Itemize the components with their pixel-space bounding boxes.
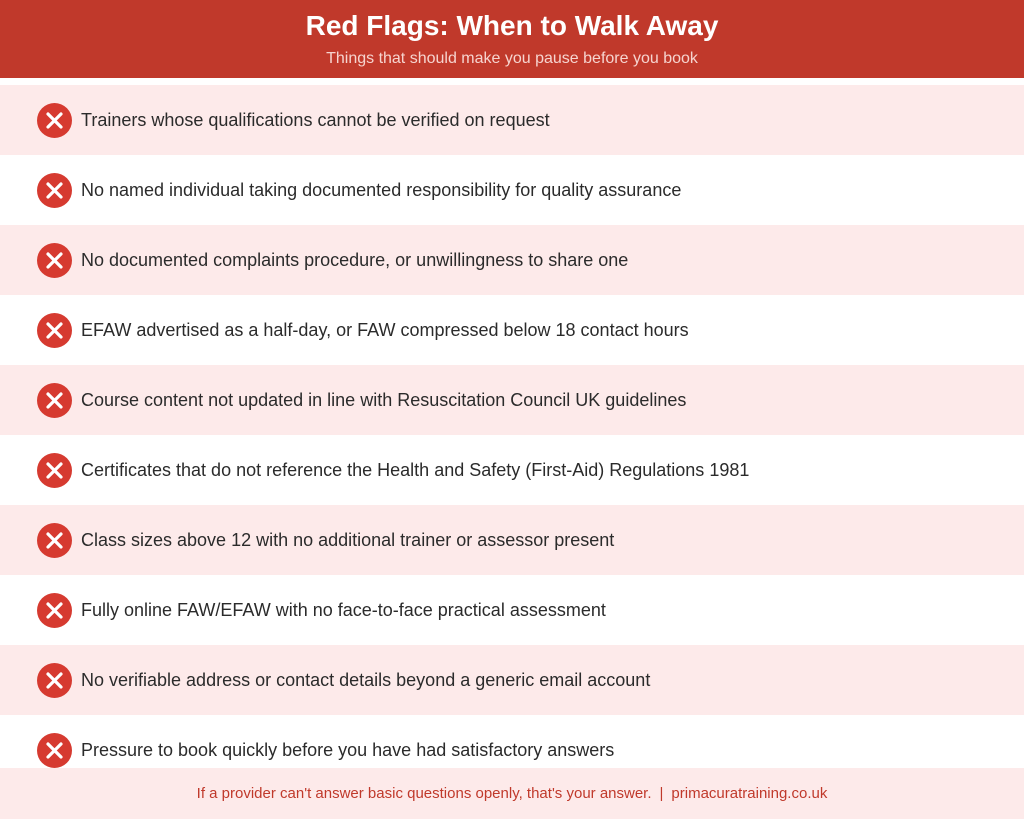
list-item (0, 295, 1024, 365)
x-circle-icon (37, 663, 72, 698)
red-flag-list (0, 85, 1024, 785)
footer-text (0, 785, 1024, 803)
list-item-label: Trainers whose qualifications cannot be verified on request (81, 110, 550, 130)
list-item (0, 435, 1024, 505)
x-circle-icon (37, 453, 72, 488)
list-item-label: Class sizes above 12 with no additional trainer or assessor present (81, 530, 615, 550)
footer-separator: | (659, 785, 664, 802)
list-item (0, 645, 1024, 715)
x-circle-icon (37, 383, 72, 418)
x-circle-icon (37, 103, 72, 138)
footer-bar (0, 768, 1024, 819)
list-item-label: Fully online FAW/EFAW with no face-to-face practical assessment (81, 600, 606, 620)
list-item-label: No verifiable address or contact details beyond a generic email account (81, 670, 651, 690)
list-item-label: Course content not updated in line with Resuscitation Council UK guidelines (81, 390, 687, 410)
list-item-label: No named individual taking documented responsibility for quality assurance (81, 180, 682, 200)
list-item (0, 85, 1024, 155)
list-item-label: Certificates that do not reference the Health and Safety (First-Aid) Regulations 1981 (81, 460, 750, 480)
x-circle-icon (37, 173, 72, 208)
list-item-label: EFAW advertised as a half-day, or FAW compressed below 18 contact hours (81, 320, 689, 340)
list-item (0, 505, 1024, 575)
page-title: Red Flags: When to Walk Away (305, 10, 719, 41)
x-circle-icon (37, 733, 72, 768)
footer-message: If a provider can't answer basic questions openly, that's your answer. (196, 785, 652, 802)
list-item (0, 155, 1024, 225)
list-item (0, 575, 1024, 645)
list-item (0, 225, 1024, 295)
list-item (0, 365, 1024, 435)
x-circle-icon (37, 313, 72, 348)
x-circle-icon (37, 523, 72, 558)
header-banner (0, 0, 1024, 78)
list-item-label: No documented complaints procedure, or unwillingness to share one (81, 250, 629, 270)
footer-website-link[interactable]: primacuratraining.co.uk (671, 785, 828, 802)
x-circle-icon (37, 593, 72, 628)
list-item-label: Pressure to book quickly before you have had satisfactory answers (81, 740, 615, 760)
page-subtitle: Things that should make you pause before you book (326, 50, 698, 67)
x-circle-icon (37, 243, 72, 278)
